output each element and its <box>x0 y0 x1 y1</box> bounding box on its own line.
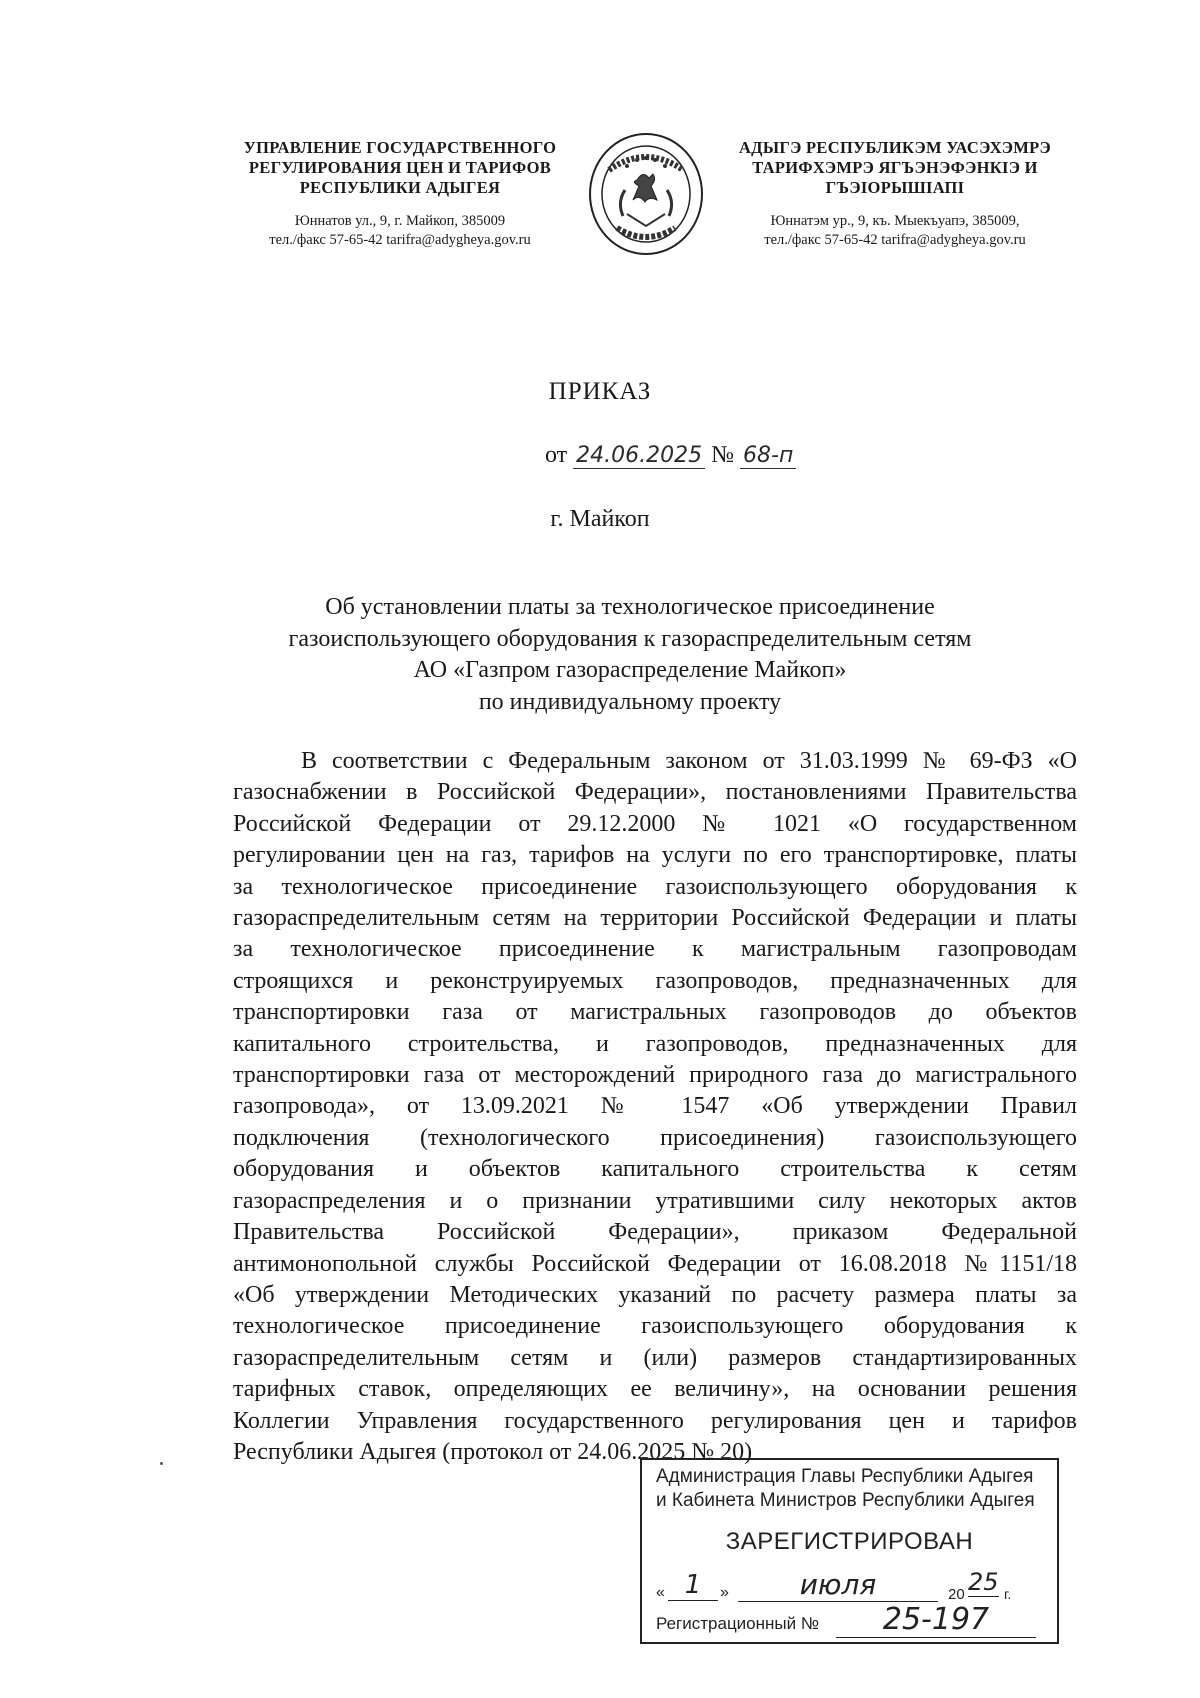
body-line: «Об утверждении Методических указаний по расчету размера платы за <box>233 1281 1077 1308</box>
handwritten-date: 24.06.2025 <box>573 443 705 469</box>
body-line: транспортировки газа от магистральных газопроводов до объектов <box>233 999 1077 1026</box>
stamp-reg-label: Регистрационный № <box>656 1614 820 1633</box>
stamp-authority-line2: и Кабинета Министров Республики Адыгея <box>656 1490 1035 1511</box>
body-line: технологическое присоединение газоиспользующего оборудования к <box>233 1313 1077 1340</box>
body-line: тарифных ставок, определяющих ее величину», на основании решения <box>233 1376 1077 1403</box>
stamp-authority-line1: Администрация Главы Республики Адыгея <box>656 1466 1034 1487</box>
stamp-year-unit: г. <box>1004 1586 1012 1602</box>
body-line: капитального строительства, и газопроводов, предназначенных для <box>233 1030 1077 1057</box>
republic-adygea-coat-of-arms-icon <box>587 130 705 258</box>
body-line: подключения (технологического присоединения) газоиспользующего <box>233 1124 1077 1151</box>
body-line: Республики Адыгея (протокол от 24.06.2025 № 20) <box>233 1438 753 1465</box>
body-line: антимонопольной службы Российской Федерации от 16.08.2018 №1151/18 <box>233 1250 1077 1277</box>
body-line: газораспределительным сетям на территории Российской Федерации и платы <box>233 905 1077 932</box>
body-line: газораспределительным сетям и (или) размеров стандартизированных <box>233 1344 1077 1371</box>
body-line: Российской Федерации от 29.12.2000 № 1021 «О государственном <box>233 810 1077 837</box>
body-line: Правительства Российской Федерации», приказом Федеральной <box>233 1219 1077 1246</box>
stamp-year-suffix: 25 <box>968 1568 999 1596</box>
registration-stamp <box>640 1458 1059 1644</box>
stamp-quote-close: » <box>720 1584 729 1601</box>
handwritten-number: 68-п <box>740 443 796 469</box>
stamp-day: 1 <box>668 1570 718 1601</box>
body-line: регулировании цен на газ, тарифов на услуги по его транспортировке, платы <box>233 842 1077 869</box>
document-body <box>233 746 1077 1468</box>
org-name-ru: УПРАВЛЕНИЕ ГОСУДАРСТВЕННОГО РЕГУЛИРОВАНИЯ ЦЕН И ТАРИФОВ РЕСПУБЛИКИ АДЫГЕЯ <box>243 138 557 197</box>
body-line: за технологическое присоединение к магистральным газопроводам <box>233 936 1077 963</box>
stamp-registration <box>656 1602 1046 1637</box>
body-line: строящихся и реконструируемых газопроводов, предназначенных для <box>233 967 1077 994</box>
org-address-ru: Юннатов ул., 9, г. Майкоп, 385009 тел./факс 57-65-42 tarifra@adygheya.gov.ru <box>269 213 531 248</box>
body-line: оборудования и объектов капитального строительства к сетям <box>233 1156 1077 1183</box>
body-line: Коллегии Управления государственного регулирования цен и тарифов <box>233 1407 1077 1434</box>
org-address-ady: Юннатэм ур., 9, къ. Мыекъуапэ, 385009, тел./факс 57-65-42 tarifra@adygheya.gov.ru <box>764 213 1026 248</box>
stamp-month: июля <box>738 1568 938 1602</box>
scan-speck <box>160 1462 163 1465</box>
number-prefix: № <box>711 442 735 468</box>
letterhead-left <box>230 138 570 250</box>
stamp-date <box>656 1568 1046 1603</box>
order-date-number <box>545 442 796 469</box>
stamp-status: ЗАРЕГИСТРИРОВАН <box>725 1528 974 1555</box>
body-line: газоснабжении в Российской Федерации», постановлениями Правительства <box>233 779 1077 806</box>
stamp-year-prefix: 20 <box>948 1586 965 1603</box>
body-line: газопровода», от 13.09.2021 № 1547 «Об утверждении Правил <box>233 1093 1077 1120</box>
body-line: газораспределения и о признании утратившими силу некоторых актов <box>233 1187 1077 1214</box>
body-line: транспортировки газа от месторождений природного газа до магистрального <box>233 1062 1077 1089</box>
stamp-reg-number: 25-197 <box>836 1602 1036 1638</box>
body-line: В соответствии с Федеральным законом от 31.03.1999 № 69-ФЗ «О <box>301 748 1077 774</box>
date-prefix: от <box>545 442 568 468</box>
org-name-ady: АДЫГЭ РЕСПУБЛИКЭМ УАСЭХЭМРЭ ТАРИФХЭМРЭ ЯГЪЭНЭФЭНКIЭ И ГЪЭIОРЫШIАПI <box>738 138 1052 197</box>
document-subject: Об установлении платы за технологическое присоединение газоиспользующего оборудования к газораспределительным сетям АО «Газпром газораспределение Майкоп» по индивидуальному проекту <box>288 594 972 715</box>
document-type-title: ПРИКАЗ <box>548 378 652 405</box>
stamp-quote-open: « <box>656 1584 665 1601</box>
letterhead-right <box>730 138 1060 250</box>
document-city: г. Майкоп <box>550 506 650 532</box>
body-line: за технологическое присоединение газоиспользующего оборудования к <box>233 873 1077 900</box>
